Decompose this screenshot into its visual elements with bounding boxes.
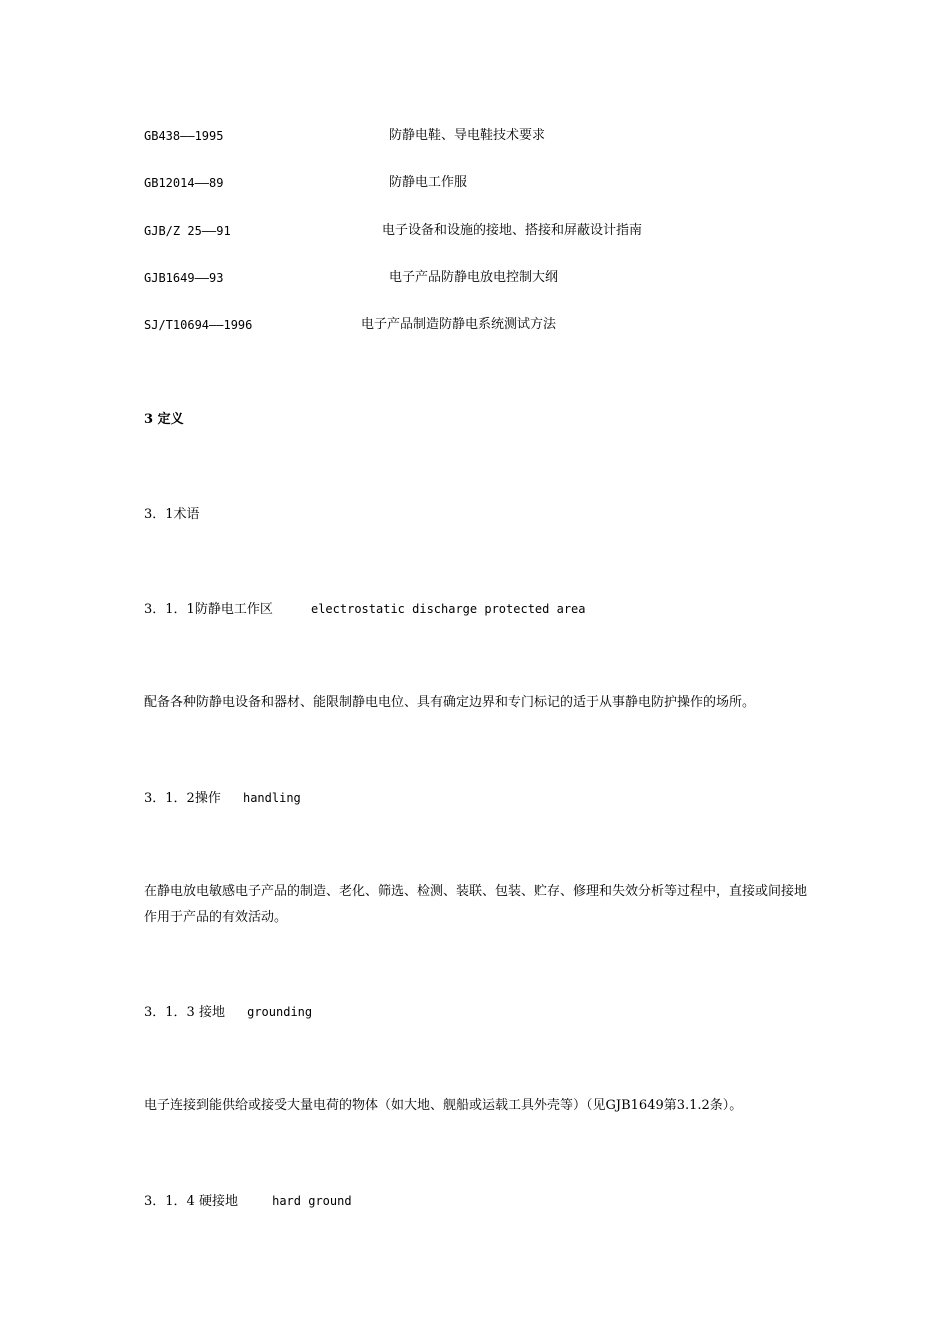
term-heading (144, 601, 586, 618)
standard-title: 电子产品制造防静电系统测试方法 (361, 317, 557, 332)
standard-title: 电子设备和设施的接地、搭接和屏蔽设计指南 (382, 223, 643, 238)
term-heading (144, 790, 301, 807)
term-english: electrostatic discharge protected area (310, 602, 586, 616)
standard-row (144, 317, 557, 334)
term-definition: 在静电放电敏感电子产品的制造、老化、筛选、检测、装联、包装、贮存、修理和失效分析等过程中，直接或间接地作用于产品的有效活动。 (144, 884, 808, 925)
standard-row (144, 270, 559, 287)
standard-title: 防静电工作服 (389, 175, 468, 190)
term-heading (144, 1004, 312, 1021)
section-heading: 3 定义 (144, 412, 184, 427)
standard-code: GJB/Z 25——91 (144, 224, 231, 238)
term-english: grounding (247, 1005, 313, 1019)
standard-row (144, 223, 643, 240)
standard-code: GB12014——89 (144, 176, 224, 190)
standard-row (144, 128, 546, 145)
term-english: handling (242, 791, 301, 805)
term-english: hard ground (272, 1194, 352, 1208)
standard-title: 防静电鞋、导电鞋技术要求 (389, 128, 546, 143)
term-heading (144, 1193, 352, 1210)
term-number: 3．1．2操作 (144, 791, 221, 806)
term-number: 3．1．4 硬接地 (144, 1194, 238, 1209)
standard-code: GB438——1995 (144, 129, 224, 143)
standard-title: 电子产品防静电放电控制大纲 (389, 270, 559, 285)
term-definition: 电子连接到能供给或接受大量电荷的物体（如大地、舰船或运载工具外壳等）（见GJB1649第3.1.2条）。 (144, 1098, 743, 1113)
subsection-heading: 3．1术语 (144, 507, 200, 522)
term-number: 3．1．3 接地 (144, 1005, 225, 1020)
term-definition: 配备各种防静电设备和器材、能限制静电电位、具有确定边界和专门标记的适于从事静电防护操作的场所。 (144, 695, 756, 710)
term-number: 3．1．1防静电工作区 (144, 602, 273, 617)
standard-row (144, 175, 468, 192)
standard-code: GJB1649——93 (144, 271, 224, 285)
standard-code: SJ/T10694——1996 (144, 318, 253, 332)
